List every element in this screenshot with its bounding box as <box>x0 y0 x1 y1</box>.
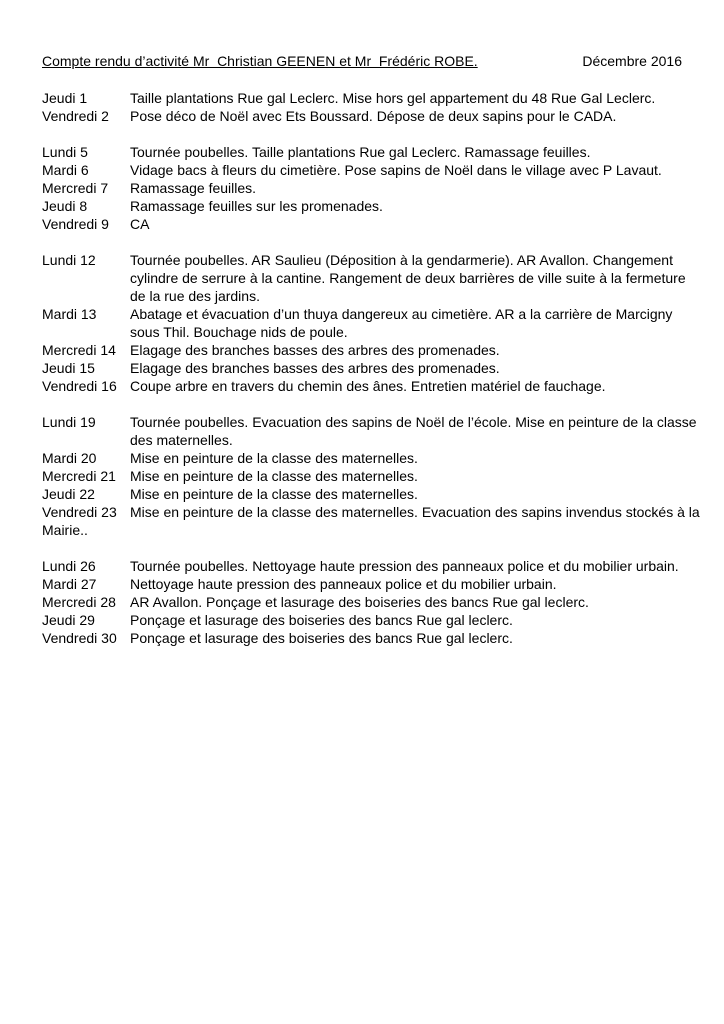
entry-line: Taille plantations Rue gal Leclerc. Mise hors gel appartement du 48 Rue Gal Leclerc. <box>130 90 656 106</box>
entry-line: Elagage des branches basses des arbres des promenades. <box>130 342 500 358</box>
entry-line: Ponçage et lasurage des boiseries des bancs Rue gal leclerc. <box>130 630 513 646</box>
day-label: Vendredi 9 <box>42 216 109 232</box>
entry-line: CA <box>130 216 150 232</box>
report-row <box>42 107 696 125</box>
day-label: Lundi 12 <box>42 252 96 268</box>
day-label: Vendredi 2 <box>42 108 109 124</box>
entry-text <box>130 503 700 521</box>
entry-line: des maternelles. <box>130 432 233 448</box>
report-row <box>42 89 696 107</box>
entry-text <box>130 575 696 593</box>
entry-text <box>130 359 696 377</box>
day-label: Mardi 6 <box>42 162 89 178</box>
report-body <box>42 89 700 647</box>
entry-line: Tournée poubelles. Taille plantations Rue gal Leclerc. Ramassage feuilles. <box>130 144 591 160</box>
entry-line: Vidage bacs à fleurs du cimetière. Pose sapins de Noël dans le village avec P Lavaut. <box>130 162 662 178</box>
entry-text <box>130 251 696 305</box>
day-label: Mercredi 7 <box>42 180 109 196</box>
day-label: Jeudi 8 <box>42 198 88 214</box>
report-row <box>42 215 696 233</box>
report-row <box>42 179 696 197</box>
entry-line: Mise en peinture de la classe des maternelles. <box>130 468 418 484</box>
day-label: Mercredi 21 <box>42 468 116 484</box>
entry-text <box>130 215 696 233</box>
day-label: Vendredi 16 <box>42 378 117 394</box>
entry-line: Abatage et évacuation d’un thuya dangereux au cimetière. AR a la carrière de Marcigny <box>130 306 673 322</box>
report-row <box>42 413 696 449</box>
report-row <box>42 161 696 179</box>
entry-line: Mise en peinture de la classe des maternelles. <box>130 486 418 502</box>
report-row <box>42 143 696 161</box>
entry-line: Mise en peinture de la classe des maternelles. Evacuation des sapins invendus stockés à la <box>130 504 700 520</box>
entry-text <box>130 89 696 107</box>
report-row <box>42 593 696 611</box>
entry-text <box>130 143 696 161</box>
week-block <box>42 413 700 539</box>
entry-line: Mise en peinture de la classe des maternelles. <box>130 450 418 466</box>
day-label: Jeudi 29 <box>42 612 95 628</box>
entry-line: AR Avallon. Ponçage et lasurage des boiseries des bancs Rue gal leclerc. <box>130 594 589 610</box>
entry-text <box>130 629 696 647</box>
entry-text <box>130 593 696 611</box>
day-label: Vendredi 23 <box>42 504 117 520</box>
week-block <box>42 251 696 395</box>
entry-line: Tournée poubelles. Evacuation des sapins de Noël de l’école. Mise en peinture de la classe <box>130 414 697 430</box>
day-label: Jeudi 15 <box>42 360 95 376</box>
report-row <box>42 521 696 539</box>
day-label: Mercredi 28 <box>42 594 116 610</box>
entry-line: Elagage des branches basses des arbres des promenades. <box>130 360 500 376</box>
entry-line: Ponçage et lasurage des boiseries des bancs Rue gal leclerc. <box>130 612 513 628</box>
day-label: Mardi 27 <box>42 576 97 592</box>
report-row <box>42 359 696 377</box>
day-label: Mardi 13 <box>42 306 97 322</box>
report-row <box>42 305 696 341</box>
entry-text <box>130 341 696 359</box>
report-row <box>42 503 700 521</box>
entry-text <box>130 413 696 449</box>
week-block <box>42 89 696 125</box>
report-row <box>42 341 696 359</box>
entry-line: Ramassage feuilles. <box>130 180 257 196</box>
entry-text <box>130 557 696 575</box>
entry-text <box>130 611 696 629</box>
week-block <box>42 143 696 233</box>
entry-line: cylindre de serrure à la cantine. Rangement de deux barrières de ville suite à la fermeture <box>130 270 686 286</box>
report-title: Compte rendu d’activité Mr Christian GEENEN et Mr Frédéric ROBE. <box>42 53 478 69</box>
day-label: Lundi 5 <box>42 144 88 160</box>
entry-text <box>130 161 696 179</box>
report-row <box>42 251 696 305</box>
entry-text <box>130 197 696 215</box>
report-row <box>42 197 696 215</box>
day-label: Lundi 26 <box>42 558 96 574</box>
entry-text <box>130 377 696 395</box>
entry-line: sous Thil. Bouchage nids de poule. <box>130 324 348 340</box>
report-header <box>42 52 696 70</box>
report-row <box>42 557 696 575</box>
entry-line: Nettoyage haute pression des panneaux police et du mobilier urbain. <box>130 576 557 592</box>
report-row <box>42 611 696 629</box>
report-date: Décembre 2016 <box>582 53 682 69</box>
entry-text <box>130 449 696 467</box>
day-label: Jeudi 22 <box>42 486 95 502</box>
entry-line: de la rue des jardins. <box>130 288 260 304</box>
entry-line: Pose déco de Noël avec Ets Boussard. Dépose de deux sapins pour le CADA. <box>130 108 617 124</box>
entry-text <box>130 107 696 125</box>
day-label: Mercredi 14 <box>42 342 116 358</box>
entry-line: Coupe arbre en travers du chemin des ânes. Entretien matériel de fauchage. <box>130 378 606 394</box>
entry-text <box>130 179 696 197</box>
report-row <box>42 629 696 647</box>
entry-text <box>130 485 696 503</box>
entry-line: Tournée poubelles. Nettoyage haute pression des panneaux police et du mobilier urbain. <box>130 558 679 574</box>
entry-line: Ramassage feuilles sur les promenades. <box>130 198 383 214</box>
report-row <box>42 449 696 467</box>
report-row <box>42 485 696 503</box>
entry-text <box>130 305 696 341</box>
day-label: Mairie.. <box>42 522 88 538</box>
day-label: Vendredi 30 <box>42 630 117 646</box>
report-row <box>42 377 696 395</box>
week-block <box>42 557 696 647</box>
report-row <box>42 575 696 593</box>
day-label: Jeudi 1 <box>42 90 88 106</box>
entry-line: Tournée poubelles. AR Saulieu (Déposition à la gendarmerie). AR Avallon. Changement <box>130 252 673 268</box>
day-label: Mardi 20 <box>42 450 97 466</box>
report-row <box>42 467 696 485</box>
day-label: Lundi 19 <box>42 414 96 430</box>
entry-text <box>130 467 696 485</box>
